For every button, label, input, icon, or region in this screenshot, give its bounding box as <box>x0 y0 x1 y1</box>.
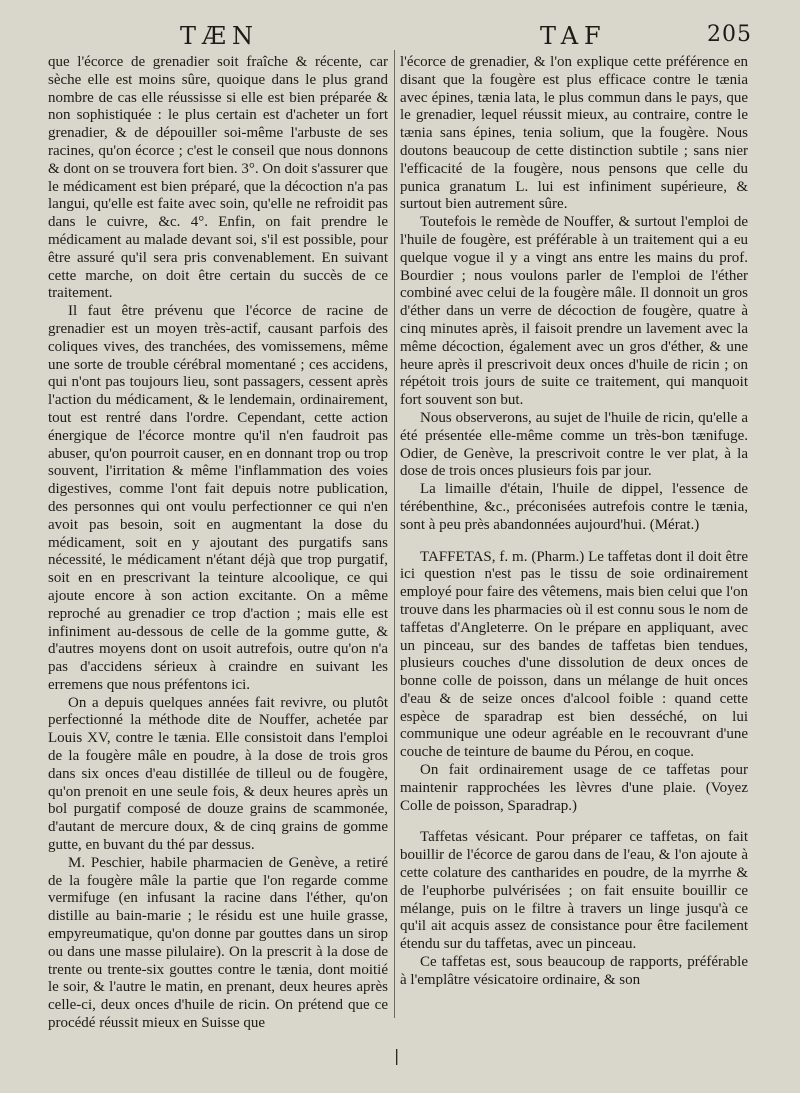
right-column <box>400 54 748 990</box>
column-divider <box>394 50 395 1018</box>
header-center-word: TAF <box>540 22 607 50</box>
paragraph: On fait ordinairement usage de ce taffetas pour maintenir rapprochées les lèvres d'une plaie. (Voyez Colle de poisson, Sparadrap.) <box>400 762 748 814</box>
paragraph: Toutefois le remède de Nouffer, & surtout l'emploi de l'huile de fougère, est préférable à un traitement qui a eu quelque vogue il y a vingt ans entre les mains du prof. Bourdier ; nous voulons parler de l'emploi de l'éther combiné avec celui de la fougère mâle. Il donnoit un gros d'éther dans un verre de décoction de fougère, quatre à cinq minutes après, il faisoit prendre un lavement avec la même décoction, également avec un gros d'éther, & une heure après il prescrivoit deux onces d'huile de ricin ; on répétoit trois jours de suite ce traitement, qui manquoit fort souvent son but. <box>400 214 748 409</box>
paragraph: Nous observerons, au sujet de l'huile de ricin, qu'elle a été présentée elle-même comme un très-bon tænifuge. Odier, de Genève, la prescrivoit contre le ver plat, à la dose de trois onces plusieurs fois par jour. <box>400 409 748 480</box>
left-column <box>48 54 388 1033</box>
paragraph: M. Peschier, habile pharmacien de Genève, a retiré de la fougère mâle la partie que l'on regarde comme vermifuge (en infusant la racine dans l'éther, qu'on distille au bain-marie ; le résidu est une huile grasse, empyreumatique, qu'on donne par gouttes dans un sirop ou dans une masse pilulaire). On la prescrit à la dose de trente ou trente-six gouttes contre le tænia, dont moitié le soir, & l'autre le matin, en prenant, deux heures après celle-ci, deux onces d'huile de ricin. On prétend que ce procédé réussit mieux en Suisse que <box>48 854 388 1032</box>
header-left-word: TÆN <box>180 22 260 50</box>
paragraph: La limaille d'étain, l'huile de dippel, l'essence de térébenthine, &c., préconisées autrefois contre le tænia, sont à peu près abandonnées aujourd'hui. (Mérat.) <box>400 481 748 533</box>
paragraph: l'écorce de grenadier, & l'on explique cette préférence en disant que la fougère est plus efficace contre le tænia avec épines, tænia lata, le plus commun dans le pays, que le grenadier, lequel réussit mieux, au contraire, contre le tænia sans épines, tenia solium, que la fougère. Nous doutons beaucoup de cette distinction subtile ; sans nier l'efficacité de la fougère, nous pensons que celle du punica granatum L. lui est infiniment supérieure, & surtout bien autrement sûre. <box>400 54 748 213</box>
running-header <box>40 22 752 52</box>
paragraph: que l'écorce de grenadier soit fraîche & récente, car sèche elle est moins sûre, quoique dans le plus grand nombre de cas elle réussisse si elle est bien préparée & non sophistiquée : le plus certain est d'acheter un fort grenadier, & de dépouiller soi-même l'arbuste de ses racines, qu'on écorce ; c'est le conseil que nous donnons & dont on se trouvera fort bien. 3°. On doit s'assurer que le médicament est bien préparé, que la décoction n'a pas langui, qu'elle est faite avec soin, qu'elle ne refroidit pas dans le cuivre, &c. 4°. Enfin, on fait prendre le médicament au malade devant soi, s'il est possible, pour être assuré qu'il sera pris convenablement. En suivant cette marche, on doit être certain du succès de ce traitement. <box>48 54 388 302</box>
paragraph: Ce taffetas est, sous beaucoup de rapports, préférable à l'emplâtre vésicatoire ordinaire, & son <box>400 954 748 988</box>
entry-taffetas-vesicant: Taffetas vésicant. Pour préparer ce taffetas, on fait bouillir de l'écorce de garou dans de l'eau, & l'on ajoute à cette colature des cantharides en poudre, de la myrrhe & de l'euphorbe pulvérisées ; on fait ensuite bouillir ce mélange, puis on le filtre à travers un linge jusqu'à ce qu'il ait acquis assez de consistance pour être facilement étendu sur du taffetas, avec un pinceau. <box>400 829 748 953</box>
entry-taffetas: TAFFETAS, f. m. (Pharm.) Le taffetas dont il doit être ici question n'est pas le tissu de soie ordinairement employé pour faire des vêtemens, mais bien celui que l'on trouve dans les pharmacies où il est connu sous le nom de taffetas d'Angleterre. On le prépare en appliquant, avec un pinceau, sur des bandes de taffetas bien tendues, plusieurs couches d'une dissolution de deux onces de bonne colle de poisson, dans un mélange de huit onces d'eau & de seize onces d'alcool foible : quand cette espèce de sparadrap est bien desséché, on lui communique une odeur agréable en le recouvrant d'une couche de teinture de baume du Pérou, en coque. <box>400 548 748 761</box>
paragraph: On a depuis quelques années fait revivre, ou plutôt perfectionné la méthode dite de Nouffer, achetée par Louis XV, contre le tænia. Elle consistoit dans l'emploi de la fougère mâle en poudre, à la dose de trois gros dans six onces d'eau distillée de tilleul ou de fougère, qu'on prenoit en une seule fois, & deux heures après un bol purgatif composé de douze grains de scammonée, d'autant de mercure doux, & de cinq grains de gomme gutte, en buvant du thé par dessus. <box>48 694 388 854</box>
footer-mark: | <box>394 1046 400 1065</box>
page-number: 205 <box>707 22 752 47</box>
paragraph: Il faut être prévenu que l'écorce de racine de grenadier est un moyen très-actif, causant parfois des coliques vives, des tranchées, des vomissemens, même une sorte de trouble cérébral momentané ; ces accidens, qui n'ont pas toujours lieu, sont passagers, cessent après l'action du médicament, & le lendemain, ordinairement, tout est rentré dans l'ordre. Cependant, cette action énergique de l'écorce montre qu'il n'en faudroit pas abuser, qu'on pourroit causer, en en donnant trop ou trop souvent, l'irritation & même l'inflammation des voies digestives, comme l'ont fait depuis notre publication, des personnes qui ont voulu perfectionner ce qui n'en avoit pas besoin, soit en augmentant la dose du médicament, soit en y ajoutant des purgatifs sans nécessité, le médicament n'étant déjà que trop purgatif, soit en en prescrivant la teinture alcoolique, ce qui ajoute encore à son action excitante. On a même reproché au grenadier ce trop d'action ; mais elle est infiniment au-dessous de celle de la gomme gutte, & d'autres moyens dont on usoit autrefois, outre qu'on n'a pas d'accidens sérieux à craindre en suivant les erremens que nous préfentons ici. <box>48 303 388 693</box>
